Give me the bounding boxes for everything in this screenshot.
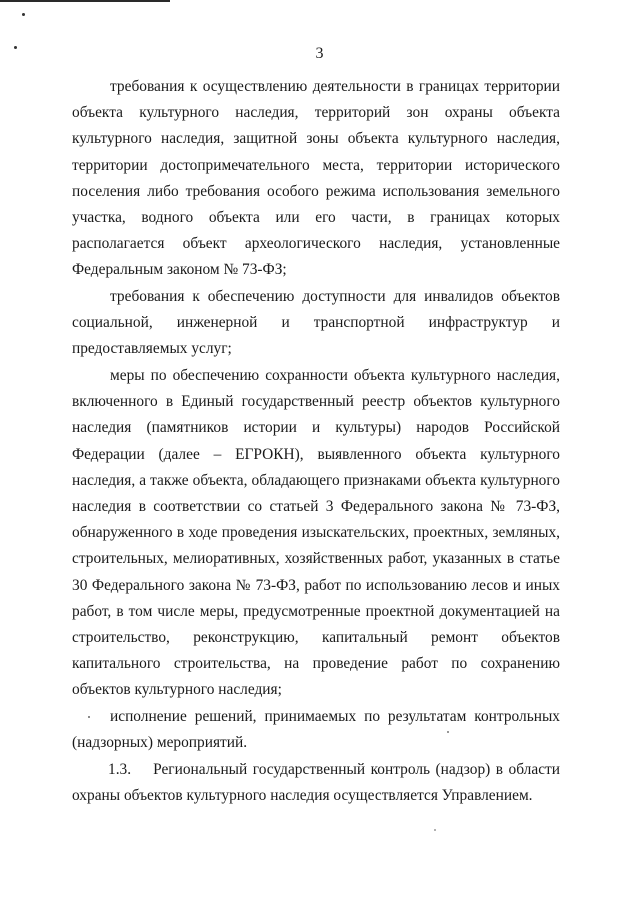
scan-speck [22,13,25,16]
scan-speck [434,829,436,831]
section-1-3-paragraph [72,757,564,809]
paragraph-text: меры по обеспечению сохранности объекта культурного наследия, включенного в Единый государственный реестр объектов культурного наследия (памятников истории и культуры) народов Российской Федерации (далее – ЕГРОКН), выявленного объекта культурного наследия, а также объекта, обладающего признаками объекта культурного наследия в соответствии со статьей 3 Федерального закона № 73-ФЗ, обнаруженного в ходе проведения изыскательских, проектных, земляных, строительных, мелиоративных, хозяйственных работ, указанных в статье 30 Федерального закона № 73-ФЗ, работ по использованию лесов и иных работ, в том числе меры, предусмотренные проектной документацией на строительство, реконструкцию, капитальный ремонт объектов капитального строительства, на проведение работ по сохранению объектов культурного наследия; [72,367,560,699]
paragraph-preservation-measures [72,363,560,704]
paragraph-text: исполнение решений, принимаемых по результатам контрольных (надзорных) мероприятий. [72,708,560,752]
paragraph-accessibility-requirements [72,284,560,363]
page-number: 3 [315,45,324,62]
paragraph-text: 1.3. Региональный государственный контроль (надзор) в области охраны объектов культурного наследия осуществляется Управлением. [72,761,564,805]
paragraph-text: требования к обеспечению доступности для инвалидов объектов социальной, инженерной и транспортной инфраструктур и предоставляемых услуг; [72,288,560,358]
scan-edge-line [0,0,170,2]
paragraph-text: требования к осуществлению деятельности в границах территории объекта культурного наследия, территорий зон охраны объекта культурного наследия, защитной зоны объекта культурного наследия, территории достопримечательного места, территории исторического поселения либо требования особого режима использования земельного участка, водного объекта или его части, в границах которых располагается объект археологического наследия, установленные Федеральным законом № 73-ФЗ; [72,78,560,279]
paragraph-heritage-requirements [72,74,560,284]
paragraph-decisions-execution [72,704,560,756]
